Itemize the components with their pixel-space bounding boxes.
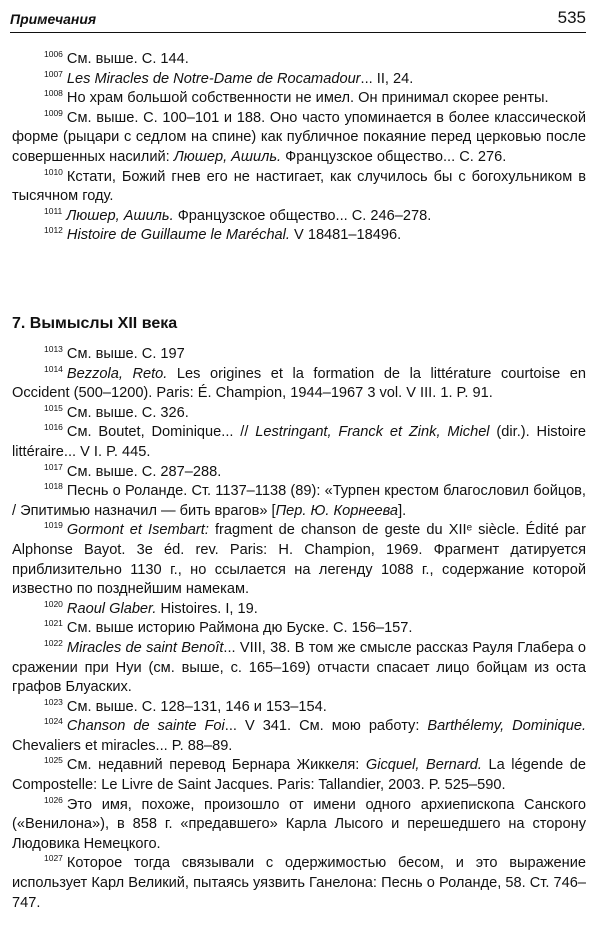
footnote-number: 1008 <box>44 88 63 99</box>
footnote-number: 1021 <box>44 618 63 629</box>
footnote <box>12 70 586 90</box>
footnote-text: (dir.). Histoire littéraire... V I. P. 445. <box>12 424 586 460</box>
running-header <box>10 6 586 33</box>
footnote <box>12 423 586 462</box>
footnote-number: 1011 <box>44 205 63 216</box>
footnote-number: 1022 <box>44 637 63 648</box>
footnote <box>12 717 586 756</box>
footnote <box>12 600 586 620</box>
footnote-italic-text: Barthélemy, Dominique. <box>427 718 587 735</box>
notes-block-second <box>12 345 586 913</box>
footnote-text: fragment de chanson de geste du XIIᵉ siècle. Édité par Alphonse Bayot. 3e éd. rev. Paris: H. Champion, 1969. Фрагмент датируется приблизительно 1130 г., но ссылается на легенду 1088 г., содержание которой известно по позднейшим намекам. <box>12 522 586 598</box>
footnote-number: 1027 <box>44 853 63 864</box>
footnote-text: V 18481–18496. <box>289 227 402 244</box>
footnote-italic-text: Miracles de saint Benoît <box>66 639 224 656</box>
footnote <box>12 463 586 483</box>
footnote-text: Французское общество... С. 276. <box>281 148 507 165</box>
footnote-number: 1009 <box>44 107 63 118</box>
footnote-text: ... VIII, 38. В том же смысле рассказ Рауля Глабера о сражении при Нуи (см. выше, с. 165–169) отчасти спасает лицо бойцам из оста графов Блуаских. <box>12 639 586 696</box>
footnote-text: Это имя, похоже, произошло от имени одного архиепископа Санского («Венилона»), в 858 г. «предавшего» Карла Лысого и перешедшего на сторону Людовика Немецкого. <box>12 796 586 852</box>
footnote <box>12 482 586 521</box>
footnote-italic-text: Gormont et Isembart: <box>66 522 209 539</box>
footnote-number: 1025 <box>44 755 63 766</box>
footnote-text: Les origines et la formation de la littérature courtoise en Occident (500–1200). Paris: É. Champion, 1944–1967 3 vol. V III. 1. P. 91. <box>12 365 586 402</box>
footnote-text: См. выше. С. 197 <box>66 346 185 362</box>
footnote-number: 1023 <box>44 696 63 707</box>
notes-block-first <box>12 50 586 246</box>
footnote-text: Кстати, Божий гнев его не настигает, как случилось бы с богохульником в тысячном году. <box>12 168 586 205</box>
footnote-italic-text: Bezzola, Reto. <box>66 365 168 382</box>
section-heading: 7. Вымыслы XII века <box>12 315 178 332</box>
footnote <box>12 226 586 246</box>
footnote <box>12 639 586 698</box>
footnote-text: Которое тогда связывали с одержимостью бесом, и это выражение использует Карл Великий, пытаясь уязвить Ганелона: Песнь о Роланде, 58. Ст. 746–747. <box>12 855 586 911</box>
footnote <box>12 756 586 795</box>
footnote <box>12 168 586 207</box>
footnote-text: Песнь о Роланде. Ст. 1137–1138 (89): «Турпен крестом благословил бойцов, / Эпитимью назначил — бить врагов» [ <box>12 483 586 519</box>
footnote-number: 1016 <box>44 422 63 433</box>
footnote-number: 1013 <box>44 344 63 354</box>
running-title: Примечания <box>10 11 97 27</box>
footnote-text: См. Boutet, Dominique... // <box>66 424 256 441</box>
footnote-number: 1007 <box>44 68 63 79</box>
footnote-text: См. выше. С. 144. <box>66 51 189 67</box>
footnote-number: 1014 <box>44 363 63 374</box>
footnote-italic-text: Gicquel, Bernard. <box>365 757 482 774</box>
footnote-text: См. выше. С. 128–131, 146 и 153–154. <box>66 698 327 715</box>
footnote <box>12 365 586 404</box>
footnote-number: 1019 <box>44 520 63 531</box>
footnote-text: См. выше. С. 287–288. <box>66 463 222 480</box>
footnote <box>12 109 586 168</box>
footnote-text: См. недавний перевод Бернара Жиккеля: <box>66 757 366 774</box>
footnote-text: См. выше. С. 326. <box>66 404 189 421</box>
footnote-text: Histoires. I, 19. <box>156 600 258 617</box>
footnote <box>12 89 586 109</box>
footnote <box>12 404 586 424</box>
footnote-number: 1020 <box>44 598 63 609</box>
footnote-number: 1012 <box>44 225 63 236</box>
footnote <box>12 698 586 718</box>
footnote-italic-text: Histoire de Guillaume le Maréchal. <box>66 227 290 244</box>
footnote-italic-text: Lestringant, Franck et Zink, Michel <box>255 424 490 441</box>
footnote <box>12 207 586 227</box>
footnote-number: 1015 <box>44 402 63 413</box>
footnote <box>12 521 586 599</box>
footnote <box>12 796 586 855</box>
footnote <box>12 345 586 365</box>
footnote-text: См. выше. С. 100–101 и 188. Оно часто упоминается в более классической форме (рыцари с седлом на спине) как публичное покаяние перед церковью после совершенных насилий: <box>12 109 586 165</box>
footnote-number: 1026 <box>44 794 63 805</box>
footnote-text: Но храм большой собственности не имел. Он принимал скорее ренты. <box>66 90 549 107</box>
footnote-number: 1024 <box>44 716 63 727</box>
footnote-italic-text: Люшер, Ашиль. <box>173 148 282 165</box>
footnote-text: См. выше историю Раймона дю Буске. С. 156–157. <box>66 620 413 637</box>
footnote-italic-text: Люшер, Ашиль. <box>66 207 174 224</box>
footnote-text: La légende de Compostelle: Le Livre de Saint Jacques. Paris: Tallandier, 2003. P. 525–590. <box>12 757 586 794</box>
footnote-italic-text: Chanson de sainte Foi <box>66 718 225 735</box>
footnote-text: ... II, 24. <box>360 70 414 87</box>
footnote-italic-text: Пер. Ю. Корнеева <box>275 502 399 519</box>
footnote-number: 1018 <box>44 481 63 492</box>
footnote-italic-text: Les Miracles de Notre-Dame de Rocamadour <box>66 70 361 87</box>
footnote <box>12 619 586 639</box>
footnote <box>12 854 586 913</box>
footnote <box>12 50 586 70</box>
footnote-number: 1006 <box>44 49 63 59</box>
footnote-text: ]. <box>398 502 407 519</box>
footnote-text: Chevaliers et miracles... P. 88–89. <box>12 737 233 754</box>
footnote-number: 1010 <box>44 166 63 177</box>
footnote-text: Французское общество... С. 246–278. <box>173 207 432 224</box>
footnote-text: ... V 341. См. мою работу: <box>224 718 428 735</box>
footnote-italic-text: Raoul Glaber. <box>66 600 157 617</box>
page-number: 535 <box>557 8 586 27</box>
footnote-number: 1017 <box>44 461 63 472</box>
